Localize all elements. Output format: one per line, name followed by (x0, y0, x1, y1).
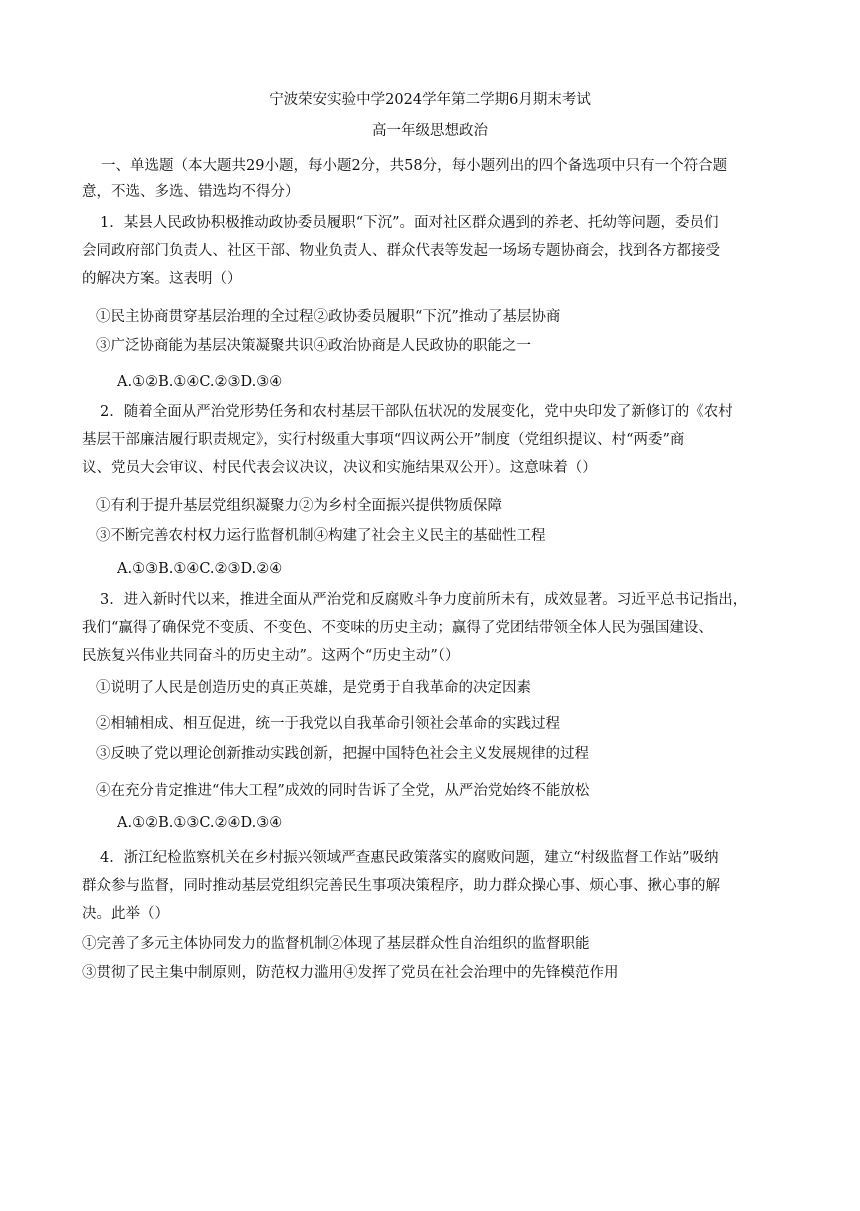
question-statement: ③贯彻了民主集中制原则，防范权力滥用④发挥了党员在社会治理中的先锋模范作用 (82, 965, 619, 981)
section-instruction: 意，不选、多选、错选均不得分） (82, 184, 300, 200)
question-options: A.①②B.①③C.②④D.③④ (117, 815, 283, 831)
question-stem: 基层干部廉洁履行职责规定》，实行村级重大事项“四议两公开”制度（党组织提议、村“两委”商 (82, 432, 685, 448)
question-statement: ①有利于提升基层党组织凝聚力②为乡村全面振兴提供物质保障 (96, 498, 502, 514)
question-statement: ③反映了党以理论创新推动实践创新，把握中国特色社会主义发展规律的过程 (96, 746, 589, 762)
question-stem: 1．某县人民政协积极推动政协委员履职“下沉”。面对社区群众遇到的养老、托幼等问题，委员们 (100, 215, 719, 231)
question-stem: 群众参与监督，同时推动基层党组织完善民生事项决策程序，助力群众操心事、烦心事、揪心事的解 (82, 878, 720, 894)
question-statement: ①说明了人民是创造历史的真正英雄，是党勇于自我革命的决定因素 (96, 680, 531, 696)
question-stem: 2．随着全面从严治党形势任务和农村基层干部队伍状况的发展变化，党中央印发了新修订的《农村 (100, 404, 733, 420)
section-instruction: 一、单选题（本大题共29小题，每小题2分，共58分，每小题列出的四个备选项中只有一个符合题 (101, 158, 728, 174)
question-stem: 的解决方案。这表明（） (82, 271, 242, 287)
question-stem: 决。此举（） (82, 906, 169, 922)
question-stem: 会同政府部门负责人、社区干部、物业负责人、群众代表等发起一场场专题协商会，找到各方都接受 (82, 243, 720, 259)
question-stem: 我们“赢得了确保党不变质、不变色、不变味的历史主动；赢得了党团结带领全体人民为强国建设、 (82, 620, 713, 636)
question-options: A.①③B.①④C.②③D.②④ (117, 561, 283, 577)
question-statement: ④在充分肯定推进“伟大工程”成效的同时告诉了全党，从严治党始终不能放松 (96, 783, 590, 799)
question-statement: ③广泛协商能为基层决策凝聚共识④政治协商是人民政协的职能之一 (96, 338, 531, 354)
question-statement: ①完善了多元主体协同发力的监督机制②体现了基层群众性自治组织的监督职能 (82, 936, 590, 952)
exam-subtitle: 高一年级思想政治 (372, 123, 488, 139)
question-stem: 4．浙江纪检监察机关在乡村振兴领域严查惠民政策落实的腐败问题，建立“村级监督工作站”吸纳 (100, 850, 719, 866)
question-stem: 3．进入新时代以来，推进全面从严治党和反腐败斗争力度前所未有，成效显著。习近平总书记指出， (100, 592, 748, 608)
question-stem: 民族复兴伟业共同奋斗的历史主动”。这两个“历史主动”（） (82, 648, 460, 664)
question-statement: ①民主协商贯穿基层治理的全过程②政协委员履职“下沉”推动了基层协商 (96, 309, 561, 325)
exam-title: 宁波荣安实验中学2024学年第二学期6月期末考试 (269, 92, 591, 108)
question-options: A.①②B.①④C.②③D.③④ (117, 374, 283, 390)
question-statement: ②相辅相成、相互促进，统一于我党以自我革命引领社会革命的实践过程 (96, 716, 560, 732)
question-statement: ③不断完善农村权力运行监督机制④构建了社会主义民主的基础性工程 (96, 528, 546, 544)
question-stem: 议、党员大会审议、村民代表会议决议，决议和实施结果双公开）。这意味着（） (82, 460, 597, 476)
